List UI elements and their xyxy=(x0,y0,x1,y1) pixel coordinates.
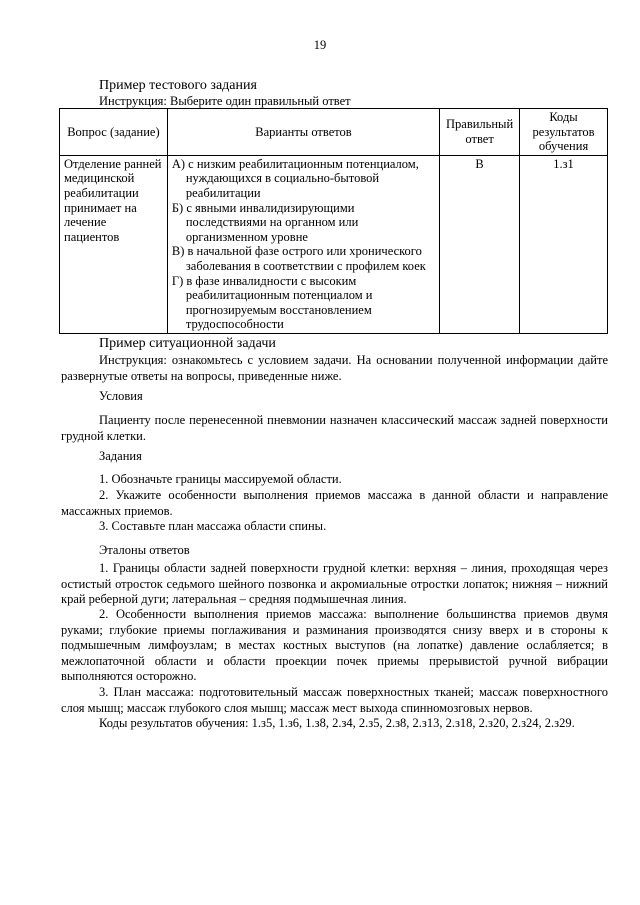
option-c: В) в начальной фазе острого или хронического заболевания в соответствии с профилем коек xyxy=(171,244,426,273)
task-3: 3. Составьте план массажа области спины. xyxy=(99,519,327,533)
result-codes: Коды результатов обучения: 1.з5, 1.з6, 1.з8, 2.з4, 2.з5, 2.з8, 2.з13, 2.з18, 2.з20, 2.з24, 2.з29. xyxy=(99,716,575,730)
conditions-heading: Условия xyxy=(99,389,143,403)
answer-1: 1. Границы области задней поверхности грудной клетки: верхняя – линия, проходящая через остистый отросток седьмого шейного позвонка и акромиальные отростки лопаток; нижняя – нижний край реберной дуги; латеральная – средняя подмышечная линия. xyxy=(61,561,608,607)
page-number: 19 xyxy=(313,38,327,52)
test-table xyxy=(59,108,608,334)
option-a: А) с низким реабилитационным потенциалом, нуждающихся в социально-бытовой реабилитации xyxy=(171,156,419,200)
header-codes: Коды результатов обучения xyxy=(520,109,608,156)
correct-answer-cell: В xyxy=(440,155,520,333)
test-example-title: Пример тестового задания xyxy=(99,78,257,93)
table-header-row xyxy=(60,109,608,156)
header-correct: Правильный ответ xyxy=(440,109,520,156)
option-b: Б) с явными инвалидизирующими последствиями на органном или организменном уровне xyxy=(171,200,359,244)
answer-2: 2. Особенности выполнения приемов массажа: выполнение большинства приемов двумя руками; глубокие приемы поглаживания и разминания производятся снизу вверх и в стороны к подмышечным лимфоузлам; в местах костных выступов (на лопатке) давление ослабляется; в межлопаточной области и области проекции почек приемы прерывистой ручной вибрации выполняются осторожно. xyxy=(61,607,608,684)
table-row xyxy=(60,155,608,333)
options-cell xyxy=(167,155,439,333)
task-2: 2. Укажите особенности выполнения приемов массажа в данной области и направление массажных приемов. xyxy=(61,488,608,518)
situational-instruction: Инструкция: ознакомьтесь с условием задачи. На основании полученной информации дайте развернутые ответы на вопросы, приведенные ниже. xyxy=(61,353,608,383)
test-instruction: Инструкция: Выберите один правильный ответ xyxy=(99,94,351,108)
header-options: Варианты ответов xyxy=(167,109,439,156)
answers-heading: Эталоны ответов xyxy=(99,543,190,557)
option-d: Г) в фазе инвалидности с высоким реабилитационным потенциалом и прогнозируемым восстановлением трудоспособности xyxy=(171,273,373,332)
conditions-text: Пациенту после перенесенной пневмонии назначен классический массаж задней поверхности грудной клетки. xyxy=(61,413,608,443)
tasks-heading: Задания xyxy=(99,449,142,463)
answer-3: 3. План массажа: подготовительный массаж поверхностных тканей; массаж поверхностного слоя мышц; массаж глубокого слоя мышц; массаж мест выхода спинномозговых нервов. xyxy=(61,685,608,715)
situational-title: Пример ситуационной задачи xyxy=(99,336,276,351)
codes-cell: 1.з1 xyxy=(520,155,608,333)
header-question: Вопрос (задание) xyxy=(60,109,168,156)
question-cell: Отделение ранней медицинской реабилитации принимает на лечение пациентов xyxy=(60,155,168,333)
task-1: 1. Обозначьте границы массируемой области. xyxy=(99,472,342,486)
